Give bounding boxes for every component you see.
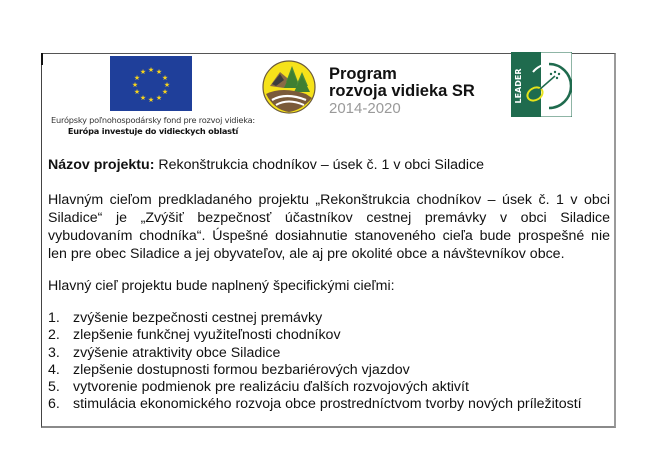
svg-text:★: ★ bbox=[147, 67, 155, 74]
eu-flag-icon bbox=[110, 56, 192, 111]
svg-text:★: ★ bbox=[163, 82, 171, 89]
goals-list bbox=[48, 310, 582, 414]
project-title bbox=[48, 156, 484, 174]
list-item: 3. zvýšenie atraktivity obce Siladice bbox=[48, 344, 281, 361]
leader-logo-icon bbox=[511, 52, 572, 117]
prv-title: Program rozvoja vidieka SR bbox=[329, 65, 475, 100]
list-item: 4. zlepšenie dostupnosti formou bezbariérových vjazdov bbox=[48, 361, 410, 378]
eu-fund-caption: Európsky poľnohospodársky fond pre rozvoj vidieka: bbox=[51, 115, 255, 125]
project-title-label: Názov projektu: bbox=[48, 157, 155, 173]
goals-intro: Hlavný cieľ projektu bude naplnený špecifickými cieľmi: bbox=[48, 278, 395, 294]
frame-corner-mark bbox=[41, 53, 43, 65]
description-line: len pre obec Siladice a jej obyvateľov, ale aj pre okolité obce a návštevníkov obce. bbox=[48, 246, 565, 262]
description-line: Siladice“ je „Zvýšiť bezpečnosť účastníkov cestnej premávky v obci Siladice bbox=[48, 210, 610, 226]
description-line: Hlavným cieľom predkladaného projektu „Rekonštrukcia chodníkov – úsek č. 1 v obci bbox=[48, 192, 610, 208]
svg-text:★: ★ bbox=[161, 75, 169, 82]
list-item: 5. vytvorenie podmienok pre realizáciu ďalších rozvojových aktivít bbox=[48, 379, 469, 396]
svg-text:★: ★ bbox=[133, 75, 141, 82]
svg-text:★: ★ bbox=[161, 89, 169, 96]
svg-text:★: ★ bbox=[139, 95, 147, 102]
svg-text:★: ★ bbox=[155, 95, 163, 102]
svg-text:★: ★ bbox=[147, 97, 155, 104]
description-line: vybudovaním chodníka“. Úspešné dosiahnutie stanoveného cieľa bude prospešné nie bbox=[48, 228, 610, 244]
svg-text:★: ★ bbox=[131, 82, 139, 89]
list-item: 2. zlepšenie funkčnej využiteľnosti chodníkov bbox=[48, 327, 341, 344]
list-item: 6. stimulácia ekonomického rozvoja obce prostredníctvom tvorby nových príležitostí bbox=[48, 396, 582, 413]
prv-years: 2014-2020 bbox=[329, 100, 401, 117]
svg-text:LEADER: LEADER bbox=[514, 68, 523, 104]
prv-landscape-logo-icon bbox=[262, 60, 316, 114]
svg-text:★: ★ bbox=[133, 89, 141, 96]
project-title-value: Rekonštrukcia chodníkov – úsek č. 1 v obci Siladice bbox=[154, 157, 485, 173]
eu-slogan-caption: Európa investuje do vidieckych oblastí bbox=[67, 126, 239, 136]
svg-text:★: ★ bbox=[155, 69, 163, 76]
project-description bbox=[48, 191, 610, 263]
svg-text:★: ★ bbox=[139, 69, 147, 76]
list-item: 1. zvýšenie bezpečnosti cestnej premávky bbox=[48, 310, 323, 326]
